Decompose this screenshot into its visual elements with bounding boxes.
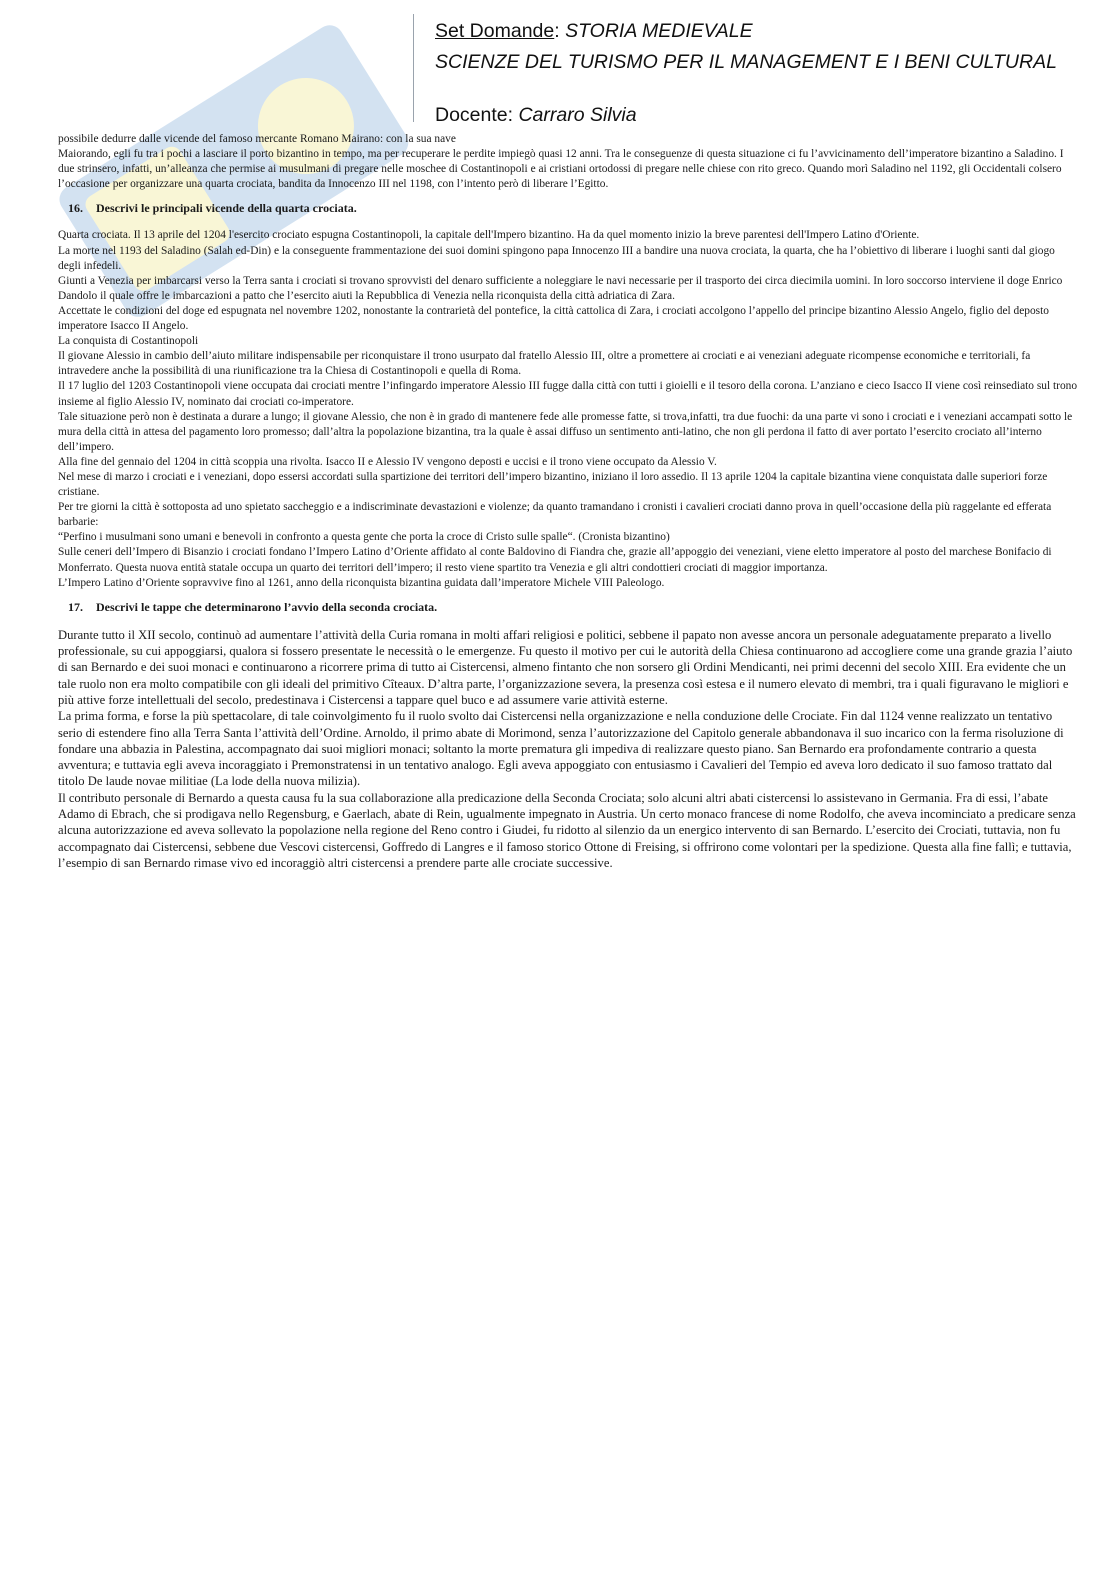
course-title: SCIENZE DEL TURISMO PER IL MANAGEMENT E I BENI CULTURAL: [435, 51, 1057, 73]
question-17-number: 17.: [68, 599, 83, 614]
answer-17-paragraph: Il contributo personale di Bernardo a questa causa fu la sua collaborazione alla predicazione della Seconda Crociata; solo alcuni altri abati cistercensi lo assistevano in Germania. Fra di essi, l’abate Adamo di Ebrach, che si prodigava nello Regensburg, e Gaerlach, abate di Rein, ugualmente impegnato in Austria. Un certo monaco francese di nome Rodolfo, che aveva incominciato a predicare senza alcuna autorizzazione ed aveva sollevato la popolazione nella regione del Reno contro i Giudei, fu ridotto al silenzio da un energico intervento di san Bernardo. L’esercito dei Crociati, tuttavia, non fu accompagnato dai Cistercensi, sebbene due Vescovi cistercensi, Goffredo di Langres e il famoso storico Ottone di Freising, si offrirono come volontari per la spedizione. Questa alla fine fallì; e tuttavia, l’esempio di san Bernardo rimase vivo ed incoraggiò altri cistercensi a prendere parte alle crociate successive.: [58, 790, 1076, 870]
answer-16-paragraph: Alla fine del gennaio del 1204 in città scoppia una rivolta. Isacco II e Alessio IV vengono deposti e uccisi e il trono viene occupato da Alessio V.: [58, 455, 717, 468]
answer-16-paragraph: Per tre giorni la città è sottoposta ad uno spietato saccheggio e a indiscriminate devastazioni e violenze; da quanto tramandano i cronisti i cavalieri crociati danno prova in quell’occasione della più raggelante ed efferata barbarie:: [58, 501, 1052, 529]
page-header: [435, 16, 1057, 131]
header-divider: [413, 14, 414, 122]
answer-16-paragraph: Quarta crociata. Il 13 aprile del 1204 l'esercito crociato espugna Costantinopoli, la capitale dell'Impero bizantino. Ha da quel momento inizio la breve parentesi dell'Impero Latino d'Oriente.: [58, 229, 920, 242]
answer-16-quote: “Perfino i musulmani sono umani e benevoli in confronto a questa gente che porta la croce di Cristo sulle spalle“. (Cronista bizantino): [58, 531, 670, 544]
docente-label: Docente:: [435, 104, 519, 126]
answer-17-paragraph: La prima forma, e forse la più spettacolare, di tale coinvolgimento fu il ruolo svolto dai Cistercensi nella organizzazione e nella conduzione delle Crociate. Fin dal 1124 venne realizzato un tentativo serio di estendere fino alla Terra Santa l’attività dell’Ordine. Arnoldo, il primo abate di Morimond, senza l’autorizzazione del Capitolo generale abbandonava il suo incarico con la ferma risoluzione di fondare una abbazia in Palestina, accompagnato dai suoi migliori monaci; soltanto la morte prematura gli impediva di realizzare questo piano. San Bernardo era profondamente contrario a questa avventura; e tuttavia egli aveva incoraggiato i Premonstratensi in un tentativo analogo. Egli aveva appoggiato con entusiasmo i Cavalieri del Tempio ed aveva loro dedicato il suo famoso trattato dal titolo De laude novae militiae (La lode della nuova milizia).: [58, 709, 1064, 789]
question-16-number: 16.: [68, 201, 83, 216]
answer-17-paragraph: Durante tutto il XII secolo, continuò ad aumentare l’attività della Curia romana in molti affari religiosi e politici, sebbene il papato non avesse ancora un personale adeguatamente preparato a livello professionale, su cui appoggiarsi, qualora si fossero presentate le necessità o le emergenze. Fu questo il motivo per cui le autorità della Chiesa continuarono ad accogliere come una grande grazia l’aiuto di san Bernardo e dei suoi monaci e continuarono a ricorrere prima di tutto ai Cistercensi, almeno fintanto che non sorsero gli Ordini Mendicanti, nei primi decenni del secolo XIII. Era evidente che un tale ruolo non era molto compatibile con gli ideali del primitivo Cîteaux. D’altra parte, l’organizzazione severa, la presenza così estesa e il numero elevato di membri, tra i quali figuravano le migliori e più attive forze intellettuali del secolo, predestinava i Cistercensi a tappare quel buco e ad assumere varie attività esterne.: [58, 627, 1073, 707]
answer-16-paragraph: Giunti a Venezia per imbarcarsi verso la Terra santa i crociati si trovano sprovvisti del denaro sufficiente a noleggiare le navi necessarie per il trasporto dei circa diecimila uomini. In loro soccorso interviene il doge Enrico Dandolo il quale offre le imbarcazioni a patto che l’esercito aiuti la Repubblica di Venezia nella riconquista della città adriatica di Zara.: [58, 274, 1063, 302]
answer-16-paragraph: Tale situazione però non è destinata a durare a lungo; il giovane Alessio, che non è in grado di mantenere fede alle promesse fatte, si trova,infatti, tra due fuochi: da una parte vi sono i crociati e i veneziani accampati sotto le mura della città in attesa del pagamento loro promesso; dall’altra la popolazione bizantina, tra la quale è assai diffuso un sentimento anti-latino, che non gli perdona il fatto di aver portato l’esercito crociato all’interno dell’impero.: [58, 410, 1073, 453]
document-body: [58, 132, 1078, 871]
answer-16-paragraph: Il 17 luglio del 1203 Costantinopoli viene occupata dai crociati mentre l’infingardo imperatore Alessio III fugge dalla città con tutti i gioielli e il tesoro della corona. L’anziano e cieco Isacco II viene così reinsediato sul trono insieme al figlio Alessio IV, nominato dai crociati co-imperatore.: [58, 380, 1078, 408]
docente-name: Carraro Silvia: [518, 104, 637, 126]
intro-paragraph: possibile dedurre dalle vicende del famoso mercante Romano Mairano: con la sua nave: [58, 133, 456, 145]
header-colon: :: [554, 20, 566, 42]
answer-16-paragraph: La morte nel 1193 del Saladino (Salah ed-Din) e la conseguente frammentazione dei suoi domini spingono papa Innocenzo III a bandire una nuova crociata, la quarta, che ha l’obiettivo di liberare i luoghi santi dal giogo degli infedeli.: [58, 244, 1055, 272]
answer-16-paragraph: Accettate le condizioni del doge ed espugnata nel novembre 1202, nonostante la contrarietà del pontefice, la città cattolica di Zara, i crociati accolgono l’appello del principe bizantino Alessio Angelo, figlio del deposto imperatore Isacco II Angelo.: [58, 304, 1049, 333]
answer-16-paragraph: Nel mese di marzo i crociati e i veneziani, dopo essersi accordati sulla spartizione dei territori dell’impero bizantino, iniziano il loro assedio. Il 13 aprile 1204 la capitale bizantina viene conquistata dalle superiori forze cristiane.: [58, 470, 1048, 499]
answer-16-paragraph: Il giovane Alessio in cambio dell’aiuto militare indispensabile per riconquistare il trono usurpato dal fratello Alessio III, oltre a promettere ai crociati e ai veneziani adeguate ricompense economiche e territoriali, fa intravedere anche la possibilità di una riunificazione tra la Chiesa di Costantinopoli e quella di Roma.: [58, 350, 1031, 378]
answer-16-paragraph: L’Impero Latino d’Oriente sopravvive fino al 1261, anno della riconquista bizantina guidata dall’imperatore Michele VIII Paleologo.: [58, 576, 665, 589]
question-17-title: Descrivi le tappe che determinarono l’avvio della seconda crociata.: [96, 599, 438, 614]
answer-16-subheading: La conquista di Costantinopoli: [58, 335, 199, 348]
answer-16-paragraph: Sulle ceneri dell’Impero di Bisanzio i crociati fondano l’Impero Latino d’Oriente affidato al conte Baldovino di Fiandra che, grazie all’appoggio dei veneziani, viene eletto imperatore al posto del marchese Bonifacio di Monferrato. Questa nuova entità statale occupa un quarto dei territori dell’impero; il resto viene spartito tra Venezia e gli altri condottieri crociati di maggior importanza.: [58, 546, 1052, 574]
docente-line: [435, 100, 1057, 131]
intro-paragraph: Maiorando, egli fu tra i pochi a lasciare il porto bizantino in tempo, ma per recuperare le perdite impiegò quasi 12 anni. Tra le conseguenze di questa situazione ci fu l’avvicinamento dell’imperatore bizantino a Saladino. I due strinsero, infatti, un’alleanza che permise ai musulmani di pregare nelle moschee di Costantinopoli e ai cristiani ortodossi di pregare nelle chiese con rito greco. Quando morì Saladino nel 1192, gli Occidentali colsero l’occasione per organizzare una quarta crociata, bandita da Innocenzo III nel 1198, con l’intento però di liberare l’Egitto.: [58, 148, 1064, 191]
set-domande-label: Set Domande: [435, 20, 555, 42]
question-16-title: Descrivi le principali vicende della quarta crociata.: [96, 201, 357, 216]
question-16-heading: [68, 201, 1078, 216]
answer-17: [58, 627, 1078, 871]
subject-title: STORIA MEDIEVALE: [565, 20, 753, 42]
header-subject-line: [435, 16, 1057, 47]
question-17-heading: [68, 600, 1078, 615]
